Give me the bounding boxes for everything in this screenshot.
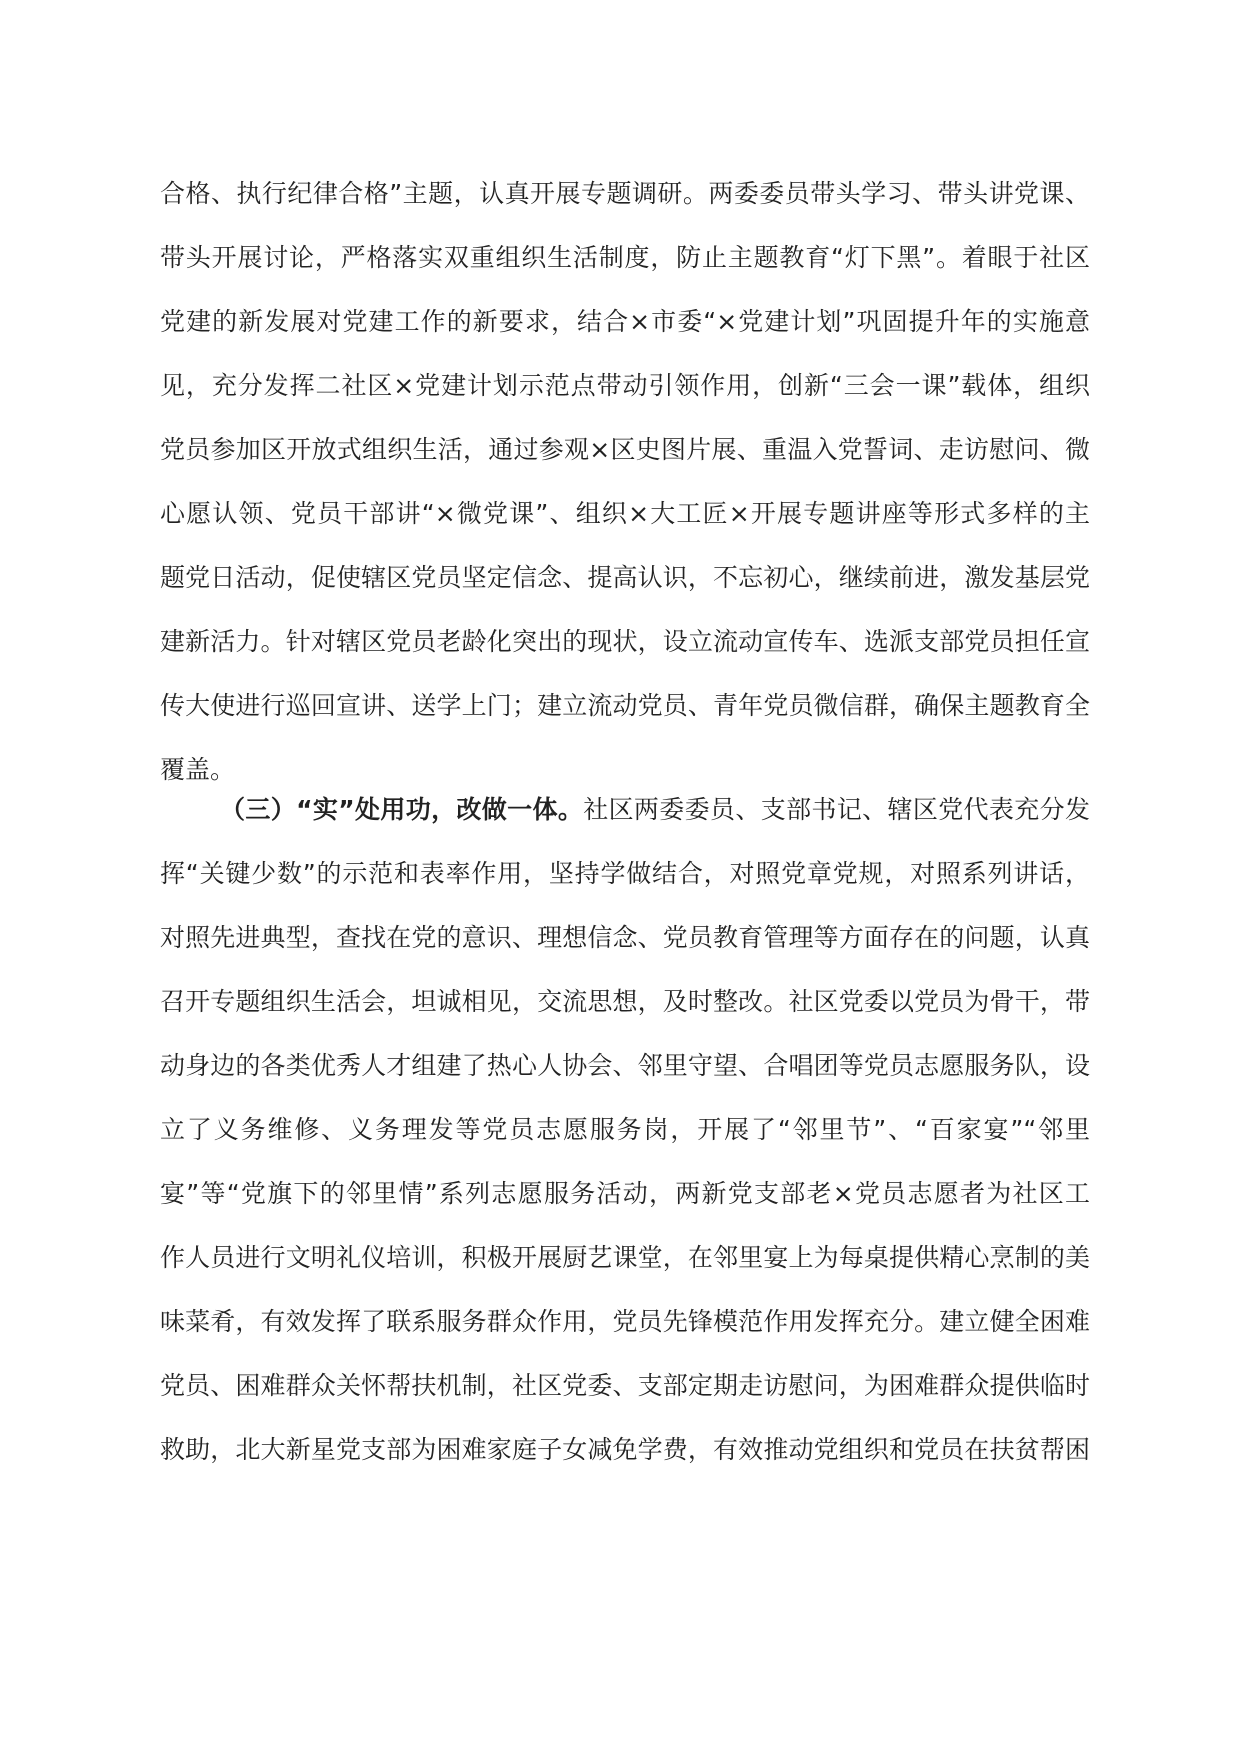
paragraph-line: 对照先进典型，查找在党的意识、理想信念、党员教育管理等方面存在的问题，认真 xyxy=(160,923,1090,952)
paragraph-line: 救助，北大新星党支部为困难家庭子女减免学费，有效推动党组织和党员在扶贫帮困 xyxy=(160,1435,1090,1464)
paragraph-line: 宴”等“党旗下的邻里情”系列志愿服务活动，两新党支部老×党员志愿者为社区工 xyxy=(160,1179,1090,1208)
paragraph-line: 题党日活动，促使辖区党员坚定信念、提高认识，不忘初心，继续前进，激发基层党 xyxy=(160,563,1090,592)
paragraph-line: 见，充分发挥二社区×党建计划示范点带动引领作用，创新“三会一课”载体，组织 xyxy=(160,371,1090,400)
paragraph-line: 召开专题组织生活会，坦诚相见，交流思想，及时整改。社区党委以党员为骨干，带 xyxy=(160,987,1090,1016)
paragraph-line: 带头开展讨论，严格落实双重组织生活制度，防止主题教育“灯下黑”。着眼于社区 xyxy=(160,243,1090,272)
paragraph-first-line xyxy=(160,778,1090,842)
paragraph-line: 动身边的各类优秀人才组建了热心人协会、邻里守望、合唱团等党员志愿服务队，设 xyxy=(160,1051,1090,1080)
paragraph-line: 传大使进行巡回宣讲、送学上门；建立流动党员、青年党员微信群，确保主题教育全 xyxy=(160,691,1090,720)
paragraph-line: 党员参加区开放式组织生活，通过参观×区史图片展、重温入党誓词、走访慰问、微 xyxy=(160,435,1090,464)
body-paragraph-2 xyxy=(160,778,1090,1482)
paragraph-line: 覆盖。 xyxy=(160,755,236,784)
paragraph-line: 党建的新发展对党建工作的新要求，结合×市委“×党建计划”巩固提升年的实施意 xyxy=(160,307,1090,336)
paragraph-line: 合格、执行纪律合格”主题，认真开展专题调研。两委委员带头学习、带头讲党课、 xyxy=(160,179,1090,208)
paragraph-line: 党员、困难群众关怀帮扶机制，社区党委、支部定期走访慰问，为困难群众提供临时 xyxy=(160,1371,1090,1400)
body-paragraph-1 xyxy=(160,162,1090,802)
paragraph-line: 作人员进行文明礼仪培训，积极开展厨艺课堂，在邻里宴上为每桌提供精心烹制的美 xyxy=(160,1243,1090,1272)
paragraph-line: 味菜肴，有效发挥了联系服务群众作用，党员先锋模范作用发挥充分。建立健全困难 xyxy=(160,1307,1090,1336)
paragraph-line: 建新活力。针对辖区党员老龄化突出的现状，设立流动宣传车、选派支部党员担任宣 xyxy=(160,627,1090,656)
section-heading: （三）“实”处用功，改做一体。 xyxy=(220,795,584,824)
paragraph-line-rest: 社区两委委员、支部书记、辖区党代表充分发 xyxy=(583,795,1090,824)
paragraph-line: 心愿认领、党员干部讲“×微党课”、组织×大工匠×开展专题讲座等形式多样的主 xyxy=(160,499,1090,528)
paragraph-line: 挥“关键少数”的示范和表率作用，坚持学做结合，对照党章党规，对照系列讲话， xyxy=(160,859,1090,888)
paragraph-line: 立了义务维修、义务理发等党员志愿服务岗，开展了“邻里节”、“百家宴”“邻里 xyxy=(160,1115,1090,1144)
